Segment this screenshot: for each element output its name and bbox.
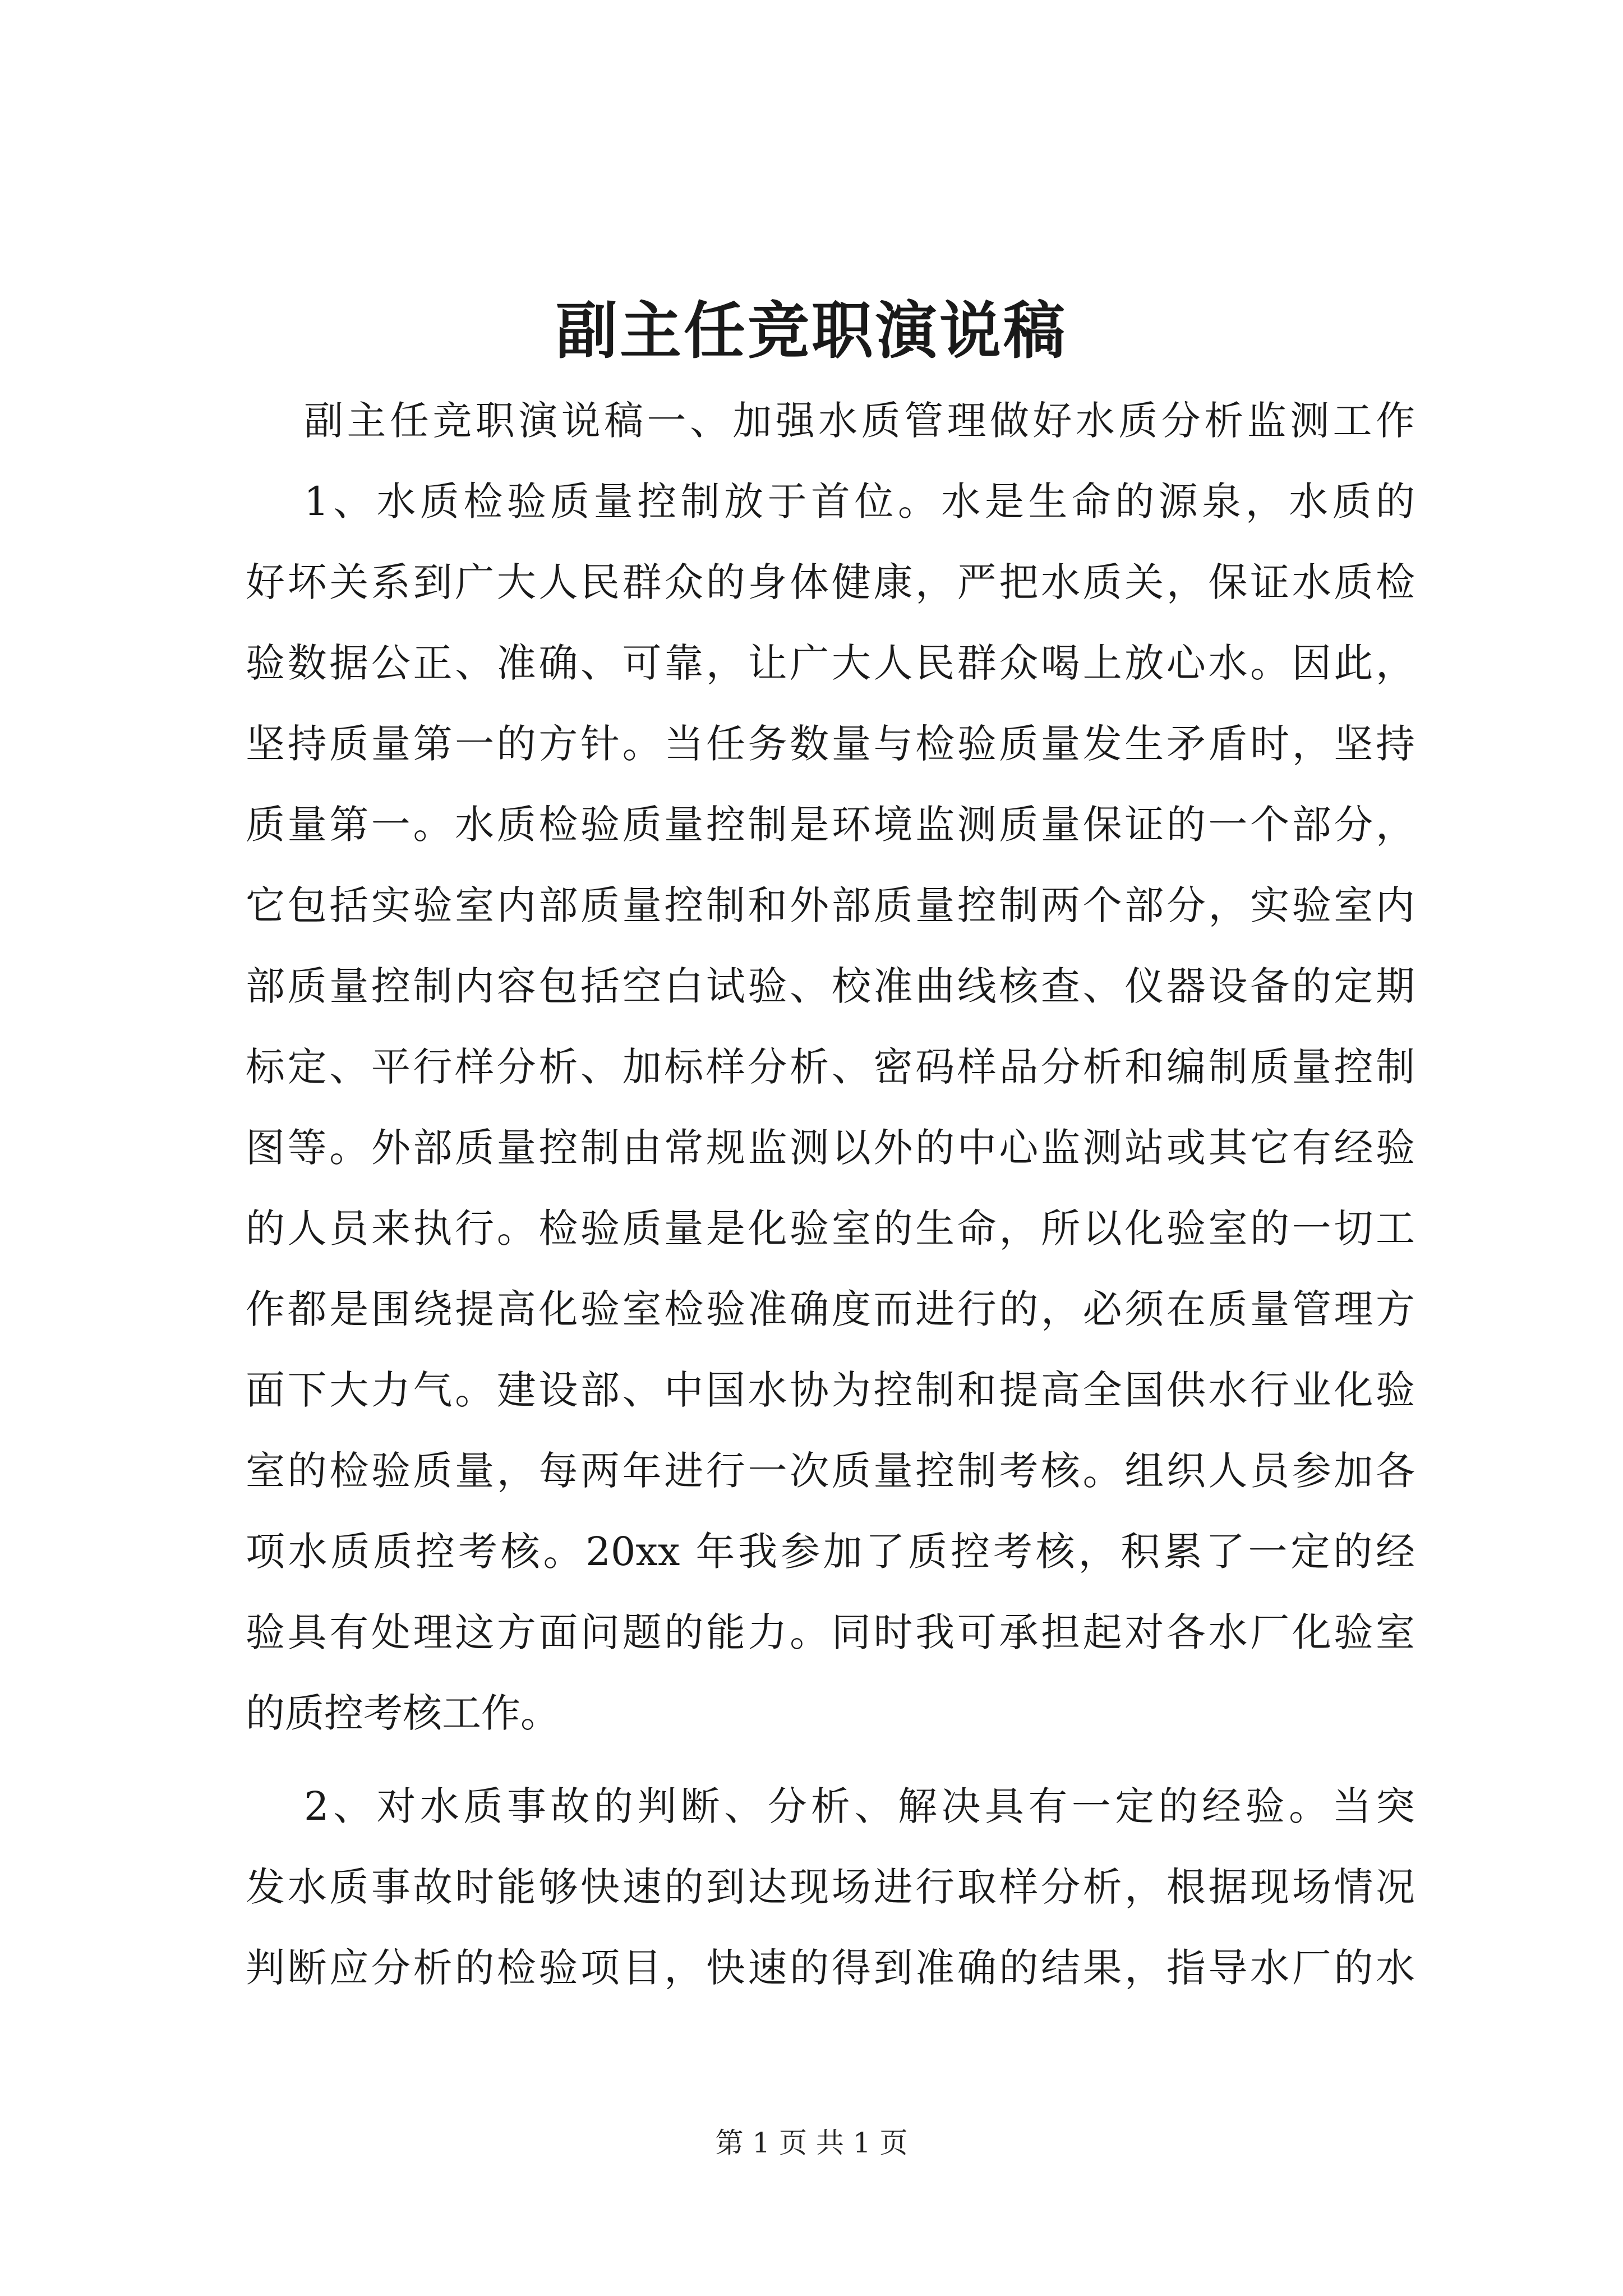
body-line: 副主任竞职演说稿一、加强水质管理做好水质分析监测工作 (304, 398, 1415, 444)
body-line: 的人员来执行。检验质量是化验室的生命，所以化验室的一切工 (246, 1205, 1415, 1251)
body-line: 质量第一。水质检验质量控制是环境监测质量保证的一个部分， (246, 802, 1415, 848)
body-line: 验具有处理这方面问题的能力。同时我可承担起对各水厂化验室 (246, 1609, 1415, 1655)
body-line: 图等。外部质量控制由常规监测以外的中心监测站或其它有经验 (246, 1125, 1415, 1171)
body-line: 面下大力气。建设部、中国水协为控制和提高全国供水行业化验 (246, 1367, 1415, 1413)
body-line: 它包括实验室内部质量控制和外部质量控制两个部分，实验室内 (246, 882, 1415, 928)
body-line: 2、对水质事故的判断、分析、解决具有一定的经验。当突 (304, 1783, 1415, 1829)
body-line: 标定、平行样分析、加标样分析、密码样品分析和编制质量控制 (246, 1044, 1415, 1090)
page-footer: 第 1 页 共 1 页 (715, 2127, 908, 2159)
document-title: 副主任竞职演说稿 (556, 295, 1067, 367)
body-line: 作都是围绕提高化验室检验准确度而进行的，必须在质量管理方 (246, 1286, 1415, 1332)
body-line: 1、水质检验质量控制放于首位。水是生命的源泉，水质的 (304, 478, 1415, 524)
body-line: 发水质事故时能够快速的到达现场进行取样分析，根据现场情况 (246, 1864, 1415, 1910)
body-line: 判断应分析的检验项目，快速的得到准确的结果，指导水厂的水 (246, 1945, 1415, 1991)
body-line: 室的检验质量，每两年进行一次质量控制考核。组织人员参加各 (246, 1448, 1415, 1494)
body-line: 好坏关系到广大人民群众的身体健康，严把水质关，保证水质检 (246, 559, 1415, 605)
body-line: 项水质质控考核。20xx 年我参加了质控考核，积累了一定的经 (246, 1529, 1415, 1575)
body-line: 的质控考核工作。 (246, 1690, 560, 1736)
body-line: 部质量控制内容包括空白试验、校准曲线核查、仪器设备的定期 (246, 963, 1415, 1009)
body-line: 坚持质量第一的方针。当任务数量与检验质量发生矛盾时，坚持 (246, 721, 1415, 767)
body-line: 验数据公正、准确、可靠，让广大人民群众喝上放心水。因此， (246, 640, 1415, 686)
